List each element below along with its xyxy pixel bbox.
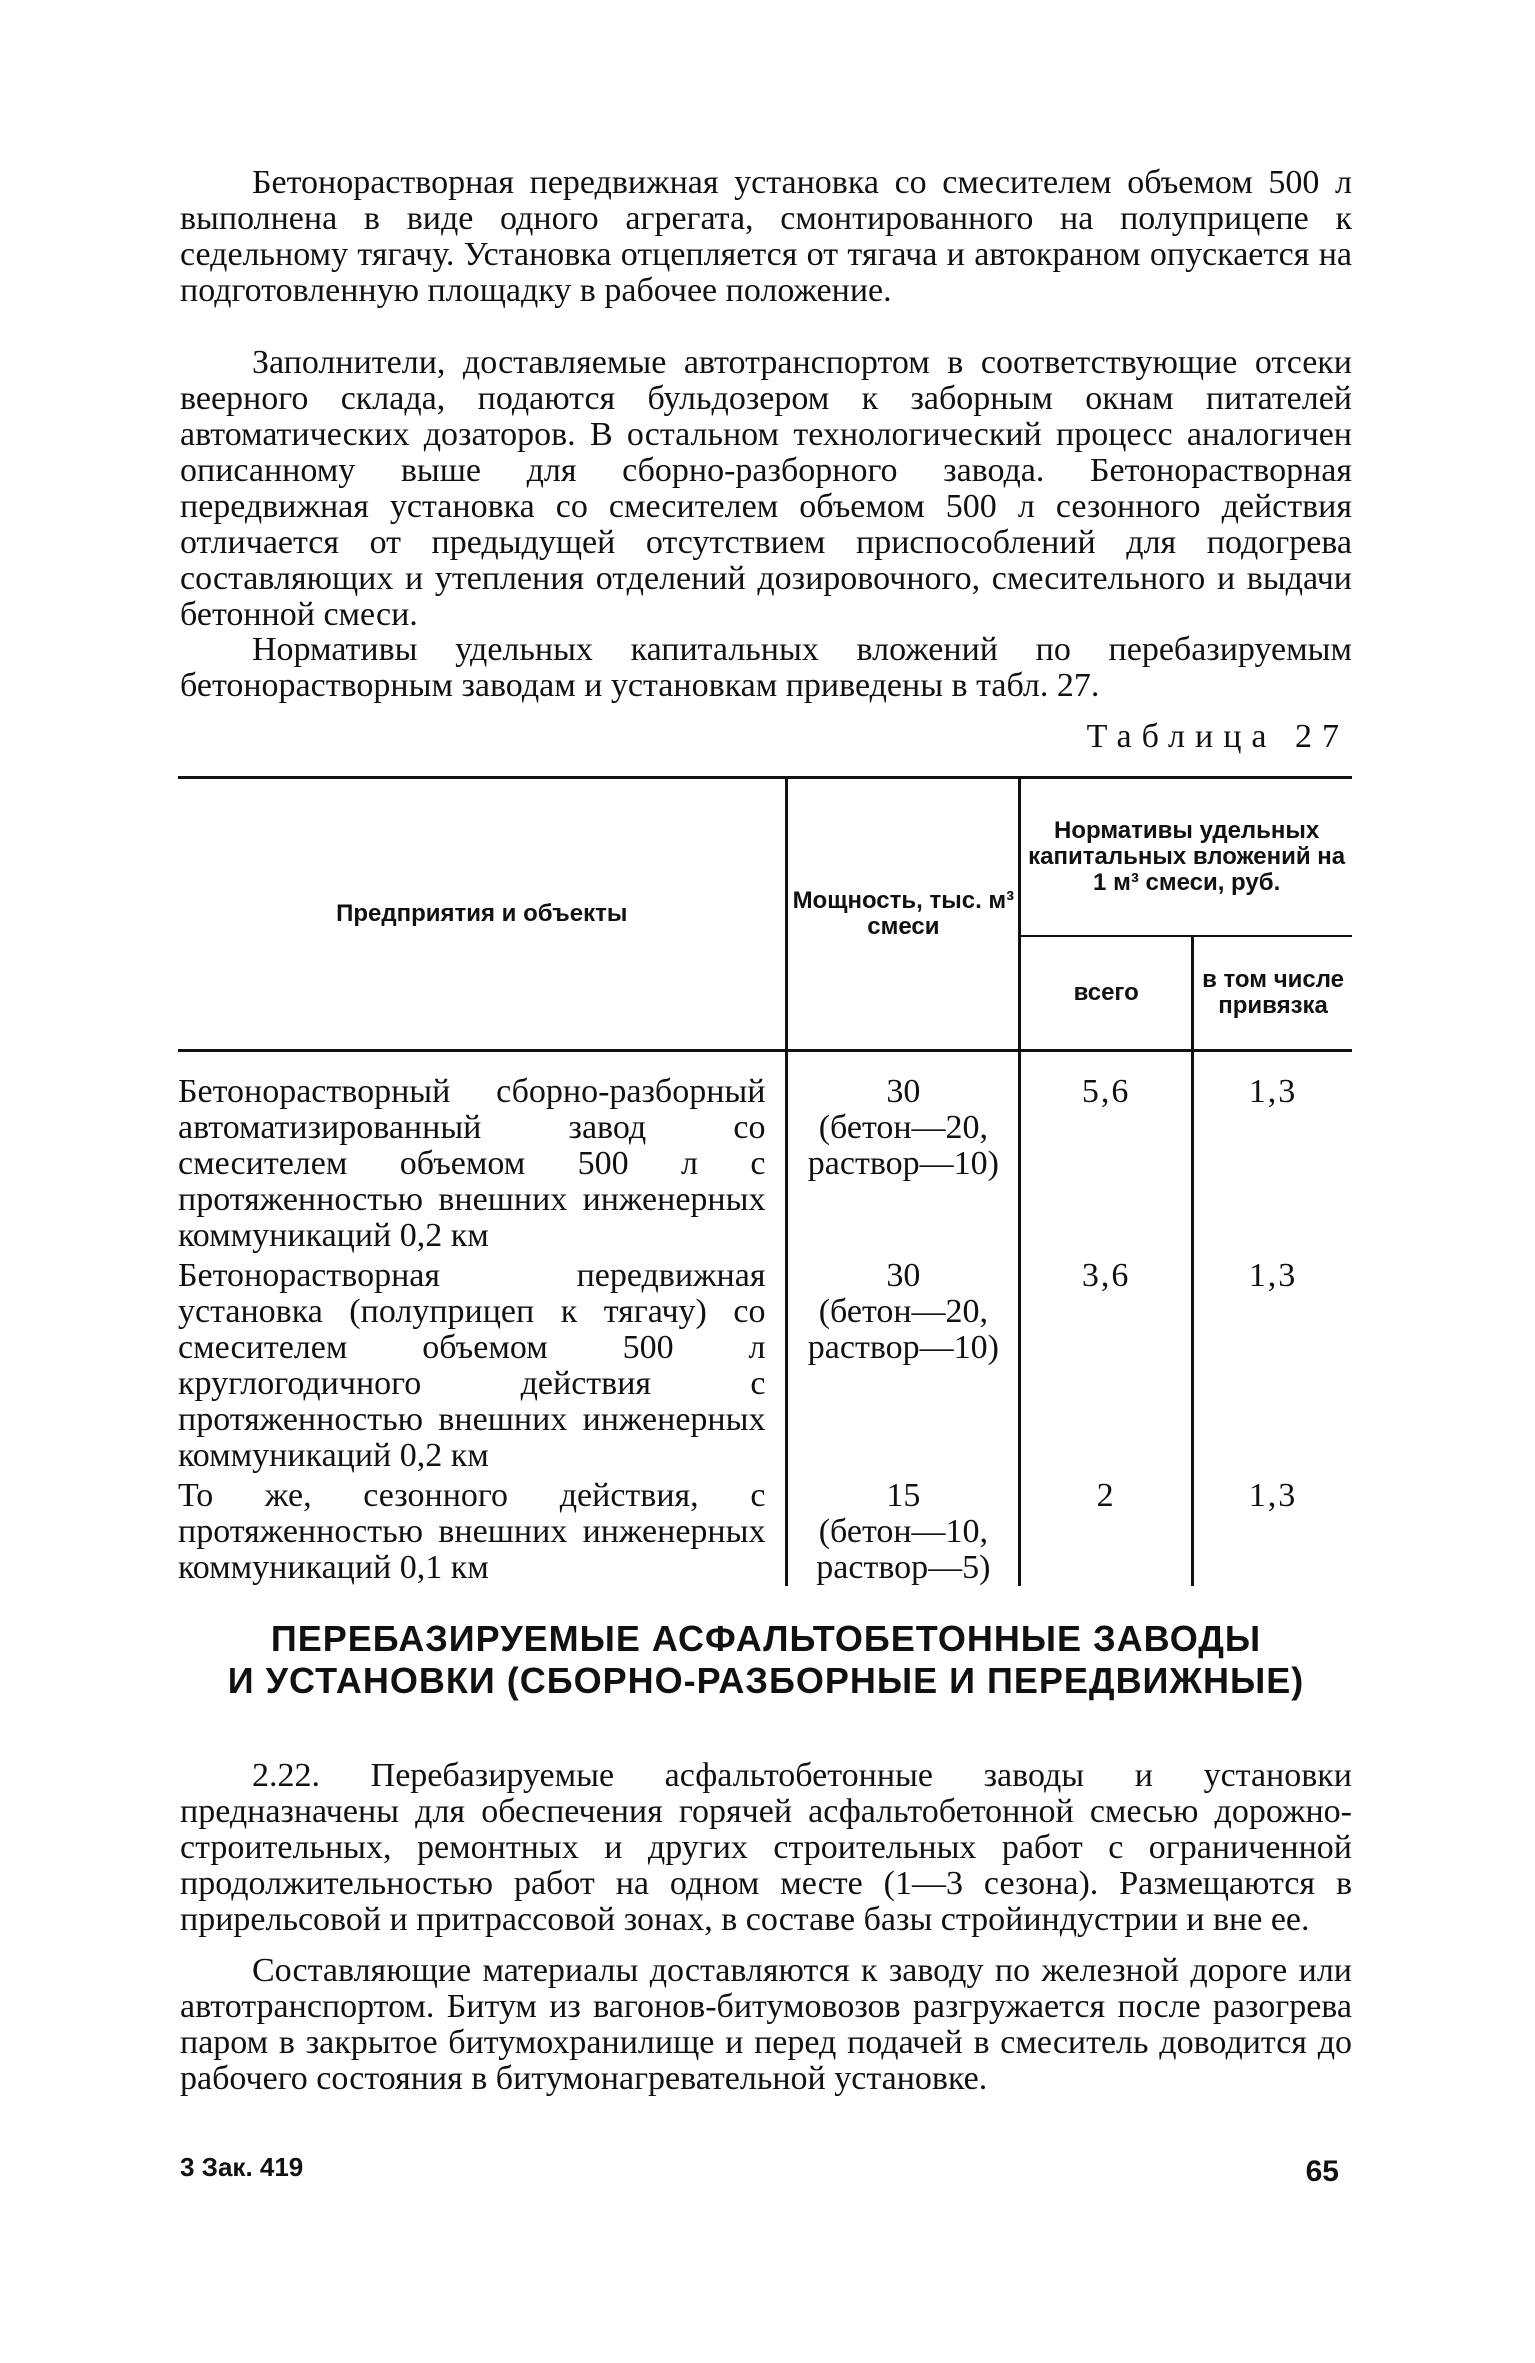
capacity-detail: (бетон—20,	[818, 1293, 989, 1330]
print-order-mark: 3 Зак. 419	[180, 2152, 304, 2182]
capacity-value: 30	[886, 1073, 921, 1110]
table-row	[178, 1254, 1352, 1474]
row-total: 5,6	[1020, 1051, 1193, 1255]
capacity-detail: раствор—5)	[816, 1549, 991, 1586]
paragraph-materials-delivery: Составляющие материалы доставляются к заводу по железной дороге или автотранспортом. Битум из вагонов-битумовозов разгружается после разогрева паром в закрытое битумохранилище и перед подачей в смеситель доводится до рабочего состояния в битумонагревательной установке.	[180, 1952, 1352, 2097]
section-title	[180, 1618, 1352, 1702]
row-capacity	[787, 1254, 1020, 1474]
norms-table	[178, 776, 1352, 1586]
header-capacity: Мощность, тыс. м³ смеси	[787, 778, 1020, 1051]
header-including: в том числе привязка	[1193, 936, 1352, 1051]
paragraph-mobile-plant: Бетонорастворная передвижная установка со смесителем объемом 500 л выполнена в виде одного агрегата, смонтированного на полуприцепе к седельному тягачу. Установка отцепляется от тягача и автокраном опускается на подготовленную площадку в рабочее положение.	[180, 164, 1352, 309]
row-enterprise-name: То же, сезонного действия, с протяженностью внешних инженерных коммуникаций 0,1 км	[178, 1477, 766, 1586]
row-capacity	[787, 1474, 1020, 1586]
paragraph-table-reference: Нормативы удельных капитальных вложений по перебазируемым бетонорастворным заводам и установкам приведены в табл. 27.	[180, 631, 1352, 704]
section-title-line: И УСТАНОВКИ (СБОРНО-РАЗБОРНЫЕ И ПЕРЕДВИЖНЫЕ)	[227, 1660, 1305, 1701]
header-total: всего	[1020, 936, 1193, 1051]
row-total: 3,6	[1020, 1254, 1193, 1474]
row-including: 1,3	[1193, 1051, 1352, 1255]
row-total: 2	[1020, 1474, 1193, 1586]
row-including: 1,3	[1193, 1474, 1352, 1586]
section-title-line: ПЕРЕБАЗИРУЕМЫЕ АСФАЛЬТОБЕТОННЫЕ ЗАВОДЫ	[270, 1618, 1262, 1659]
capacity-detail: (бетон—10,	[818, 1513, 989, 1550]
capacity-detail: раствор—10)	[807, 1329, 999, 1366]
capacity-value: 30	[886, 1257, 921, 1294]
row-enterprise-name: Бетонорастворная передвижная установка (полуприцеп к тягачу) со смесителем объемом 500 л круглогодичного действия с протяженностью внешних инженерных коммуникаций 0,2 км	[178, 1257, 766, 1474]
table-caption: Таблица 27	[1086, 718, 1349, 755]
page-number: 65	[1305, 2155, 1339, 2188]
capacity-detail: (бетон—20,	[818, 1109, 989, 1146]
header-norms: Нормативы удельных капитальных вложений на 1 м³ смеси, руб.	[1020, 778, 1352, 936]
row-including: 1,3	[1193, 1254, 1352, 1474]
capacity-detail: раствор—10)	[807, 1145, 999, 1182]
header-enterprises: Предприятия и объекты	[178, 778, 787, 1051]
table-row	[178, 1051, 1352, 1255]
capacity-value: 15	[886, 1477, 921, 1514]
row-enterprise-name: Бетонорастворный сборно-разборный автоматизированный завод со смесителем объемом 500 л с протяженностью внешних инженерных коммуникаций 0,2 км	[178, 1073, 766, 1254]
table-row	[178, 1474, 1352, 1586]
paragraph-asphalt-plants: 2.22. Перебазируемые асфальтобетонные заводы и установки предназначены для обеспечения горячей асфальтобетонной смесью дорожно-строительных, ремонтных и других строительных работ с ограниченной продолжительностью работ на одном месте (1—3 сезона). Размещаются в прирельсовой и притрассовой зонах, в составе базы стройиндустрии и вне ее.	[180, 1757, 1352, 1938]
row-capacity	[787, 1051, 1020, 1255]
paragraph-aggregates: Заполнители, доставляемые автотранспортом в соответствующие отсеки веерного склада, подаются бульдозером к заборным окнам питателей автоматических дозаторов. В остальном технологический процесс аналогичен описанному выше для сборно-разборного завода. Бетонорастворная передвижная установка со смесителем объемом 500 л сезонного действия отличается от предыдущей отсутствием приспособлений для подогрева составляющих и утепления отделений дозировочного, смесительного и выдачи бетонной смеси.	[180, 344, 1352, 633]
